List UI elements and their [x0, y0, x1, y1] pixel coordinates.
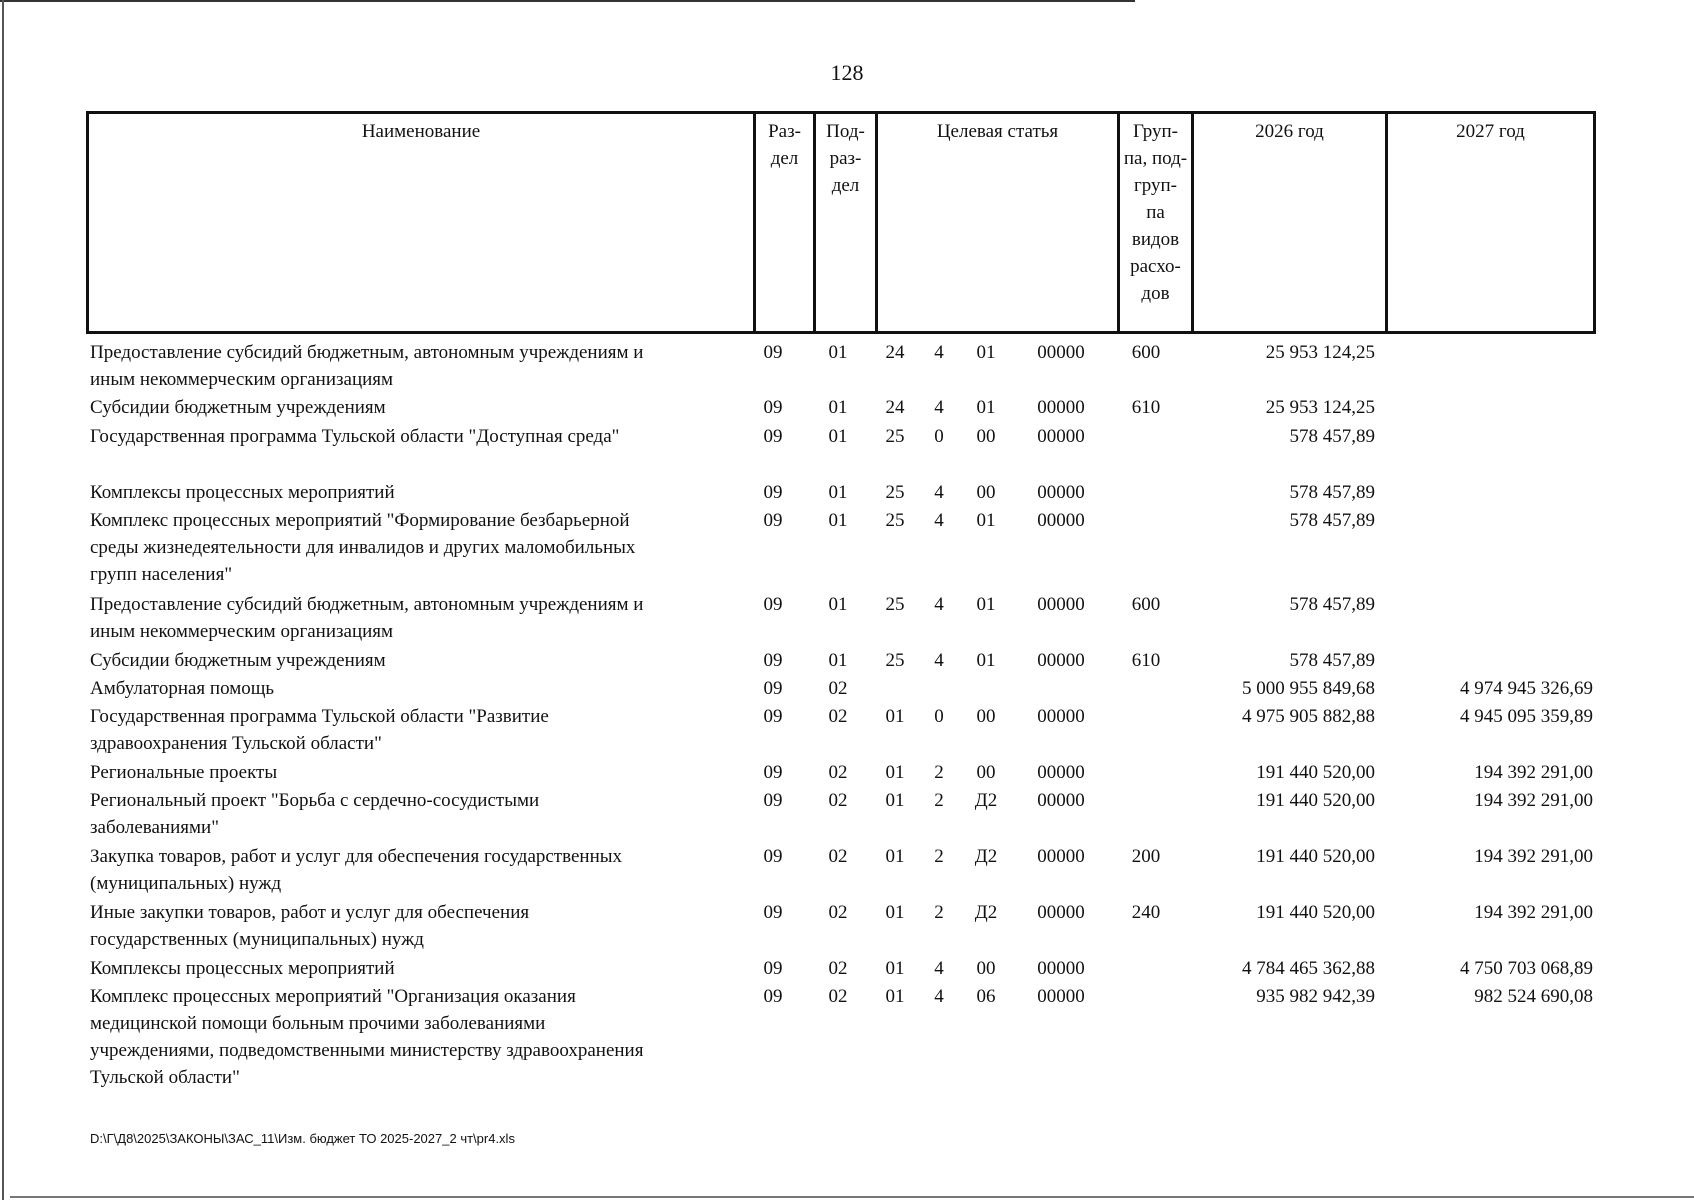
row-razdel: 09 — [763, 678, 783, 699]
row-amount-2027: 982 524 690,08 — [1474, 986, 1593, 1007]
row-target-program: 01 — [885, 706, 905, 727]
row-target-direction: 00000 — [1037, 650, 1085, 671]
header-razdel-line: дел — [770, 148, 799, 169]
table-header — [86, 111, 1596, 334]
header-razdel-line: Раз- — [768, 121, 801, 142]
row-name-line: иным некоммерческим организациям — [90, 621, 394, 642]
row-target-program: 01 — [885, 762, 905, 783]
row-name — [90, 787, 730, 841]
row-target-program: 01 — [885, 902, 905, 923]
row-razdel: 09 — [763, 426, 783, 447]
header-target-text: Целевая статья — [936, 121, 1059, 142]
row-name — [90, 843, 730, 897]
row-target-type: 4 — [934, 510, 944, 531]
row-target-type: 4 — [934, 482, 944, 503]
row-target-direction: 00000 — [1037, 426, 1085, 447]
row-name-line: среды жизнедеятельности для инвалидов и других маломобильных — [90, 537, 636, 558]
row-target-subprogram: 06 — [976, 986, 996, 1007]
header-2026 — [1191, 114, 1385, 331]
row-target-program: 01 — [885, 790, 905, 811]
row-expense-group: 240 — [1131, 902, 1161, 923]
row-expense-group: 610 — [1131, 397, 1161, 418]
row-target-type: 4 — [934, 958, 944, 979]
row-podrazdel: 02 — [828, 706, 848, 727]
row-name-line: Тульской области" — [90, 1067, 240, 1088]
row-target-program: 01 — [885, 846, 905, 867]
row-razdel: 09 — [763, 482, 783, 503]
row-podrazdel: 01 — [828, 510, 848, 531]
row-amount-2027: 194 392 291,00 — [1474, 902, 1593, 923]
row-target-direction: 00000 — [1037, 790, 1085, 811]
row-target-program: 25 — [885, 426, 905, 447]
row-name-line: Государственная программа Тульской области "Доступная среда" — [90, 426, 620, 447]
row-amount-2027: 194 392 291,00 — [1474, 790, 1593, 811]
header-2026-text: 2026 год — [1255, 121, 1324, 142]
row-name-line: Субсидии бюджетным учреждениям — [90, 650, 386, 671]
row-name-line: учреждениями, подведомственными министерству здравоохранения — [90, 1040, 644, 1061]
row-podrazdel: 01 — [828, 426, 848, 447]
row-target-direction: 00000 — [1037, 510, 1085, 531]
header-group-line: груп- — [1133, 175, 1178, 196]
row-target-type: 4 — [934, 342, 944, 363]
header-group-line: Груп- — [1132, 121, 1179, 142]
row-razdel: 09 — [763, 397, 783, 418]
row-amount-2026: 25 953 124,25 — [1265, 342, 1375, 363]
header-group-line: расхо- — [1130, 256, 1181, 277]
row-amount-2026: 578 457,89 — [1289, 510, 1375, 531]
row-target-type: 2 — [934, 762, 944, 783]
row-target-type: 0 — [934, 426, 944, 447]
row-amount-2026: 191 440 520,00 — [1256, 790, 1375, 811]
row-target-direction: 00000 — [1037, 706, 1085, 727]
row-amount-2027: 4 974 945 326,69 — [1460, 678, 1593, 699]
row-name-line: Комплекс процессных мероприятий "Формирование безбарьерной — [90, 510, 630, 531]
row-target-program: 25 — [885, 650, 905, 671]
row-amount-2026: 4 784 465 362,88 — [1242, 958, 1375, 979]
row-target-subprogram: 00 — [976, 762, 996, 783]
row-name-line: медицинской помощи больным прочими заболеваниями — [90, 1013, 546, 1034]
row-target-subprogram: Д2 — [974, 902, 998, 923]
row-target-type: 2 — [934, 790, 944, 811]
row-name-line: Государственная программа Тульской области "Развитие — [90, 706, 549, 727]
page-number: 128 — [830, 60, 864, 85]
row-razdel: 09 — [763, 790, 783, 811]
row-target-subprogram: 01 — [976, 510, 996, 531]
row-target-subprogram: 01 — [976, 650, 996, 671]
row-name-line: государственных (муниципальных) нужд — [90, 929, 424, 950]
row-podrazdel: 02 — [828, 790, 848, 811]
row-amount-2027: 194 392 291,00 — [1474, 846, 1593, 867]
row-name-line: Закупка товаров, работ и услуг для обеспечения государственных — [90, 846, 623, 867]
row-amount-2026: 191 440 520,00 — [1256, 846, 1375, 867]
row-target-subprogram: 01 — [976, 594, 996, 615]
page-border-top — [0, 0, 1135, 2]
row-podrazdel: 02 — [828, 986, 848, 1007]
row-razdel: 09 — [763, 706, 783, 727]
row-razdel: 09 — [763, 762, 783, 783]
row-target-program: 01 — [885, 958, 905, 979]
row-name-line: Предоставление субсидий бюджетным, автономным учреждениям и — [90, 342, 644, 363]
row-podrazdel: 01 — [828, 397, 848, 418]
header-group-line: па — [1146, 202, 1165, 223]
row-amount-2026: 935 982 942,39 — [1256, 986, 1375, 1007]
row-target-subprogram: 01 — [976, 342, 996, 363]
row-target-subprogram: 00 — [976, 958, 996, 979]
row-podrazdel: 02 — [828, 762, 848, 783]
header-name-text: Наименование — [361, 121, 481, 142]
row-amount-2026: 578 457,89 — [1289, 650, 1375, 671]
row-name-line: здравоохранения Тульской области" — [90, 733, 382, 754]
header-podrazdel-line: раз- — [829, 148, 862, 169]
row-target-subprogram: 00 — [976, 482, 996, 503]
row-name-line: Иные закупки товаров, работ и услуг для обеспечения — [90, 902, 530, 923]
row-expense-group: 610 — [1131, 650, 1161, 671]
row-name-line: групп населения" — [90, 564, 233, 585]
row-name-line: Региональные проекты — [90, 762, 278, 783]
header-razdel — [753, 114, 813, 331]
header-group-line: дов — [1141, 283, 1170, 304]
row-razdel: 09 — [763, 510, 783, 531]
row-target-subprogram: 00 — [976, 706, 996, 727]
row-amount-2027: 194 392 291,00 — [1474, 762, 1593, 783]
row-target-type: 4 — [934, 986, 944, 1007]
row-name — [90, 759, 730, 786]
row-name — [90, 423, 730, 450]
row-expense-group: 200 — [1131, 846, 1161, 867]
row-target-direction: 00000 — [1037, 958, 1085, 979]
row-target-direction: 00000 — [1037, 902, 1085, 923]
page-border-left — [2, 0, 4, 1200]
row-target-type: 4 — [934, 650, 944, 671]
header-2027-text: 2027 год — [1456, 121, 1525, 142]
row-podrazdel: 01 — [828, 482, 848, 503]
row-podrazdel: 01 — [828, 342, 848, 363]
row-target-program: 01 — [885, 986, 905, 1007]
row-name-line: Субсидии бюджетным учреждениям — [90, 397, 386, 418]
row-target-direction: 00000 — [1037, 846, 1085, 867]
header-group-line: видов — [1131, 229, 1180, 250]
row-amount-2027: 4 750 703 068,89 — [1460, 958, 1593, 979]
header-group-line: па, под- — [1123, 148, 1188, 169]
row-amount-2026: 4 975 905 882,88 — [1242, 706, 1375, 727]
row-podrazdel: 02 — [828, 678, 848, 699]
row-target-subprogram: Д2 — [974, 790, 998, 811]
row-razdel: 09 — [763, 594, 783, 615]
row-target-direction: 00000 — [1037, 482, 1085, 503]
row-name-line: Региональный проект "Борьба с сердечно-сосудистыми — [90, 790, 540, 811]
row-amount-2027: 4 945 095 359,89 — [1460, 706, 1593, 727]
row-amount-2026: 25 953 124,25 — [1265, 397, 1375, 418]
header-2027 — [1385, 114, 1593, 331]
row-amount-2026: 191 440 520,00 — [1256, 902, 1375, 923]
row-name — [90, 983, 730, 1091]
row-target-direction: 00000 — [1037, 594, 1085, 615]
row-amount-2026: 578 457,89 — [1289, 594, 1375, 615]
header-podrazdel-line: дел — [831, 175, 860, 196]
header-podrazdel-line: Под- — [826, 121, 865, 142]
row-amount-2026: 578 457,89 — [1289, 482, 1375, 503]
row-name — [90, 507, 730, 588]
row-name — [90, 675, 730, 702]
row-target-subprogram: Д2 — [974, 846, 998, 867]
row-razdel: 09 — [763, 958, 783, 979]
row-name-line: Амбулаторная помощь — [90, 678, 275, 699]
row-name-line: Комплексы процессных мероприятий — [90, 482, 395, 503]
row-name — [90, 703, 730, 757]
row-target-direction: 00000 — [1037, 762, 1085, 783]
row-amount-2026: 191 440 520,00 — [1256, 762, 1375, 783]
row-razdel: 09 — [763, 846, 783, 867]
row-target-program: 25 — [885, 594, 905, 615]
row-target-type: 2 — [934, 902, 944, 923]
row-target-program: 24 — [885, 397, 905, 418]
row-name — [90, 394, 730, 421]
header-group — [1117, 114, 1191, 331]
row-target-subprogram: 01 — [976, 397, 996, 418]
row-target-direction: 00000 — [1037, 986, 1085, 1007]
header-target — [875, 114, 1117, 331]
page-border-bottom — [10, 1196, 1694, 1198]
header-name — [89, 114, 753, 331]
row-amount-2026: 5 000 955 849,68 — [1242, 678, 1375, 699]
row-podrazdel: 01 — [828, 594, 848, 615]
row-amount-2026: 578 457,89 — [1289, 426, 1375, 447]
row-target-type: 4 — [934, 594, 944, 615]
row-name — [90, 479, 730, 506]
row-name-line: Комплекс процессных мероприятий "Организация оказания — [90, 986, 576, 1007]
row-expense-group: 600 — [1131, 594, 1161, 615]
row-name-line: (муниципальных) нужд — [90, 873, 282, 894]
row-name — [90, 955, 730, 982]
row-target-program: 24 — [885, 342, 905, 363]
row-name-line: заболеваниями" — [90, 817, 219, 838]
row-podrazdel: 02 — [828, 846, 848, 867]
row-name-line: Предоставление субсидий бюджетным, автономным учреждениям и — [90, 594, 644, 615]
row-podrazdel: 01 — [828, 650, 848, 671]
row-razdel: 09 — [763, 986, 783, 1007]
row-target-type: 0 — [934, 706, 944, 727]
row-name — [90, 899, 730, 953]
row-target-direction: 00000 — [1037, 342, 1085, 363]
row-target-program: 25 — [885, 510, 905, 531]
row-razdel: 09 — [763, 902, 783, 923]
row-expense-group: 600 — [1131, 342, 1161, 363]
header-podrazdel — [813, 114, 875, 331]
row-name — [90, 591, 730, 645]
row-target-direction: 00000 — [1037, 397, 1085, 418]
row-name-line: Комплексы процессных мероприятий — [90, 958, 395, 979]
row-target-program: 25 — [885, 482, 905, 503]
file-path-footer: D:\Г\Д8\2025\ЗАКОНЫ\ЗАС_11\Изм. бюджет ТО 2025-2027_2 чт\pr4.xls — [90, 1131, 515, 1146]
row-podrazdel: 02 — [828, 902, 848, 923]
row-podrazdel: 02 — [828, 958, 848, 979]
row-name — [90, 647, 730, 674]
row-razdel: 09 — [763, 650, 783, 671]
row-name-line: иным некоммерческим организациям — [90, 369, 394, 390]
row-target-type: 4 — [934, 397, 944, 418]
row-razdel: 09 — [763, 342, 783, 363]
row-target-type: 2 — [934, 846, 944, 867]
row-target-subprogram: 00 — [976, 426, 996, 447]
row-name — [90, 339, 730, 393]
